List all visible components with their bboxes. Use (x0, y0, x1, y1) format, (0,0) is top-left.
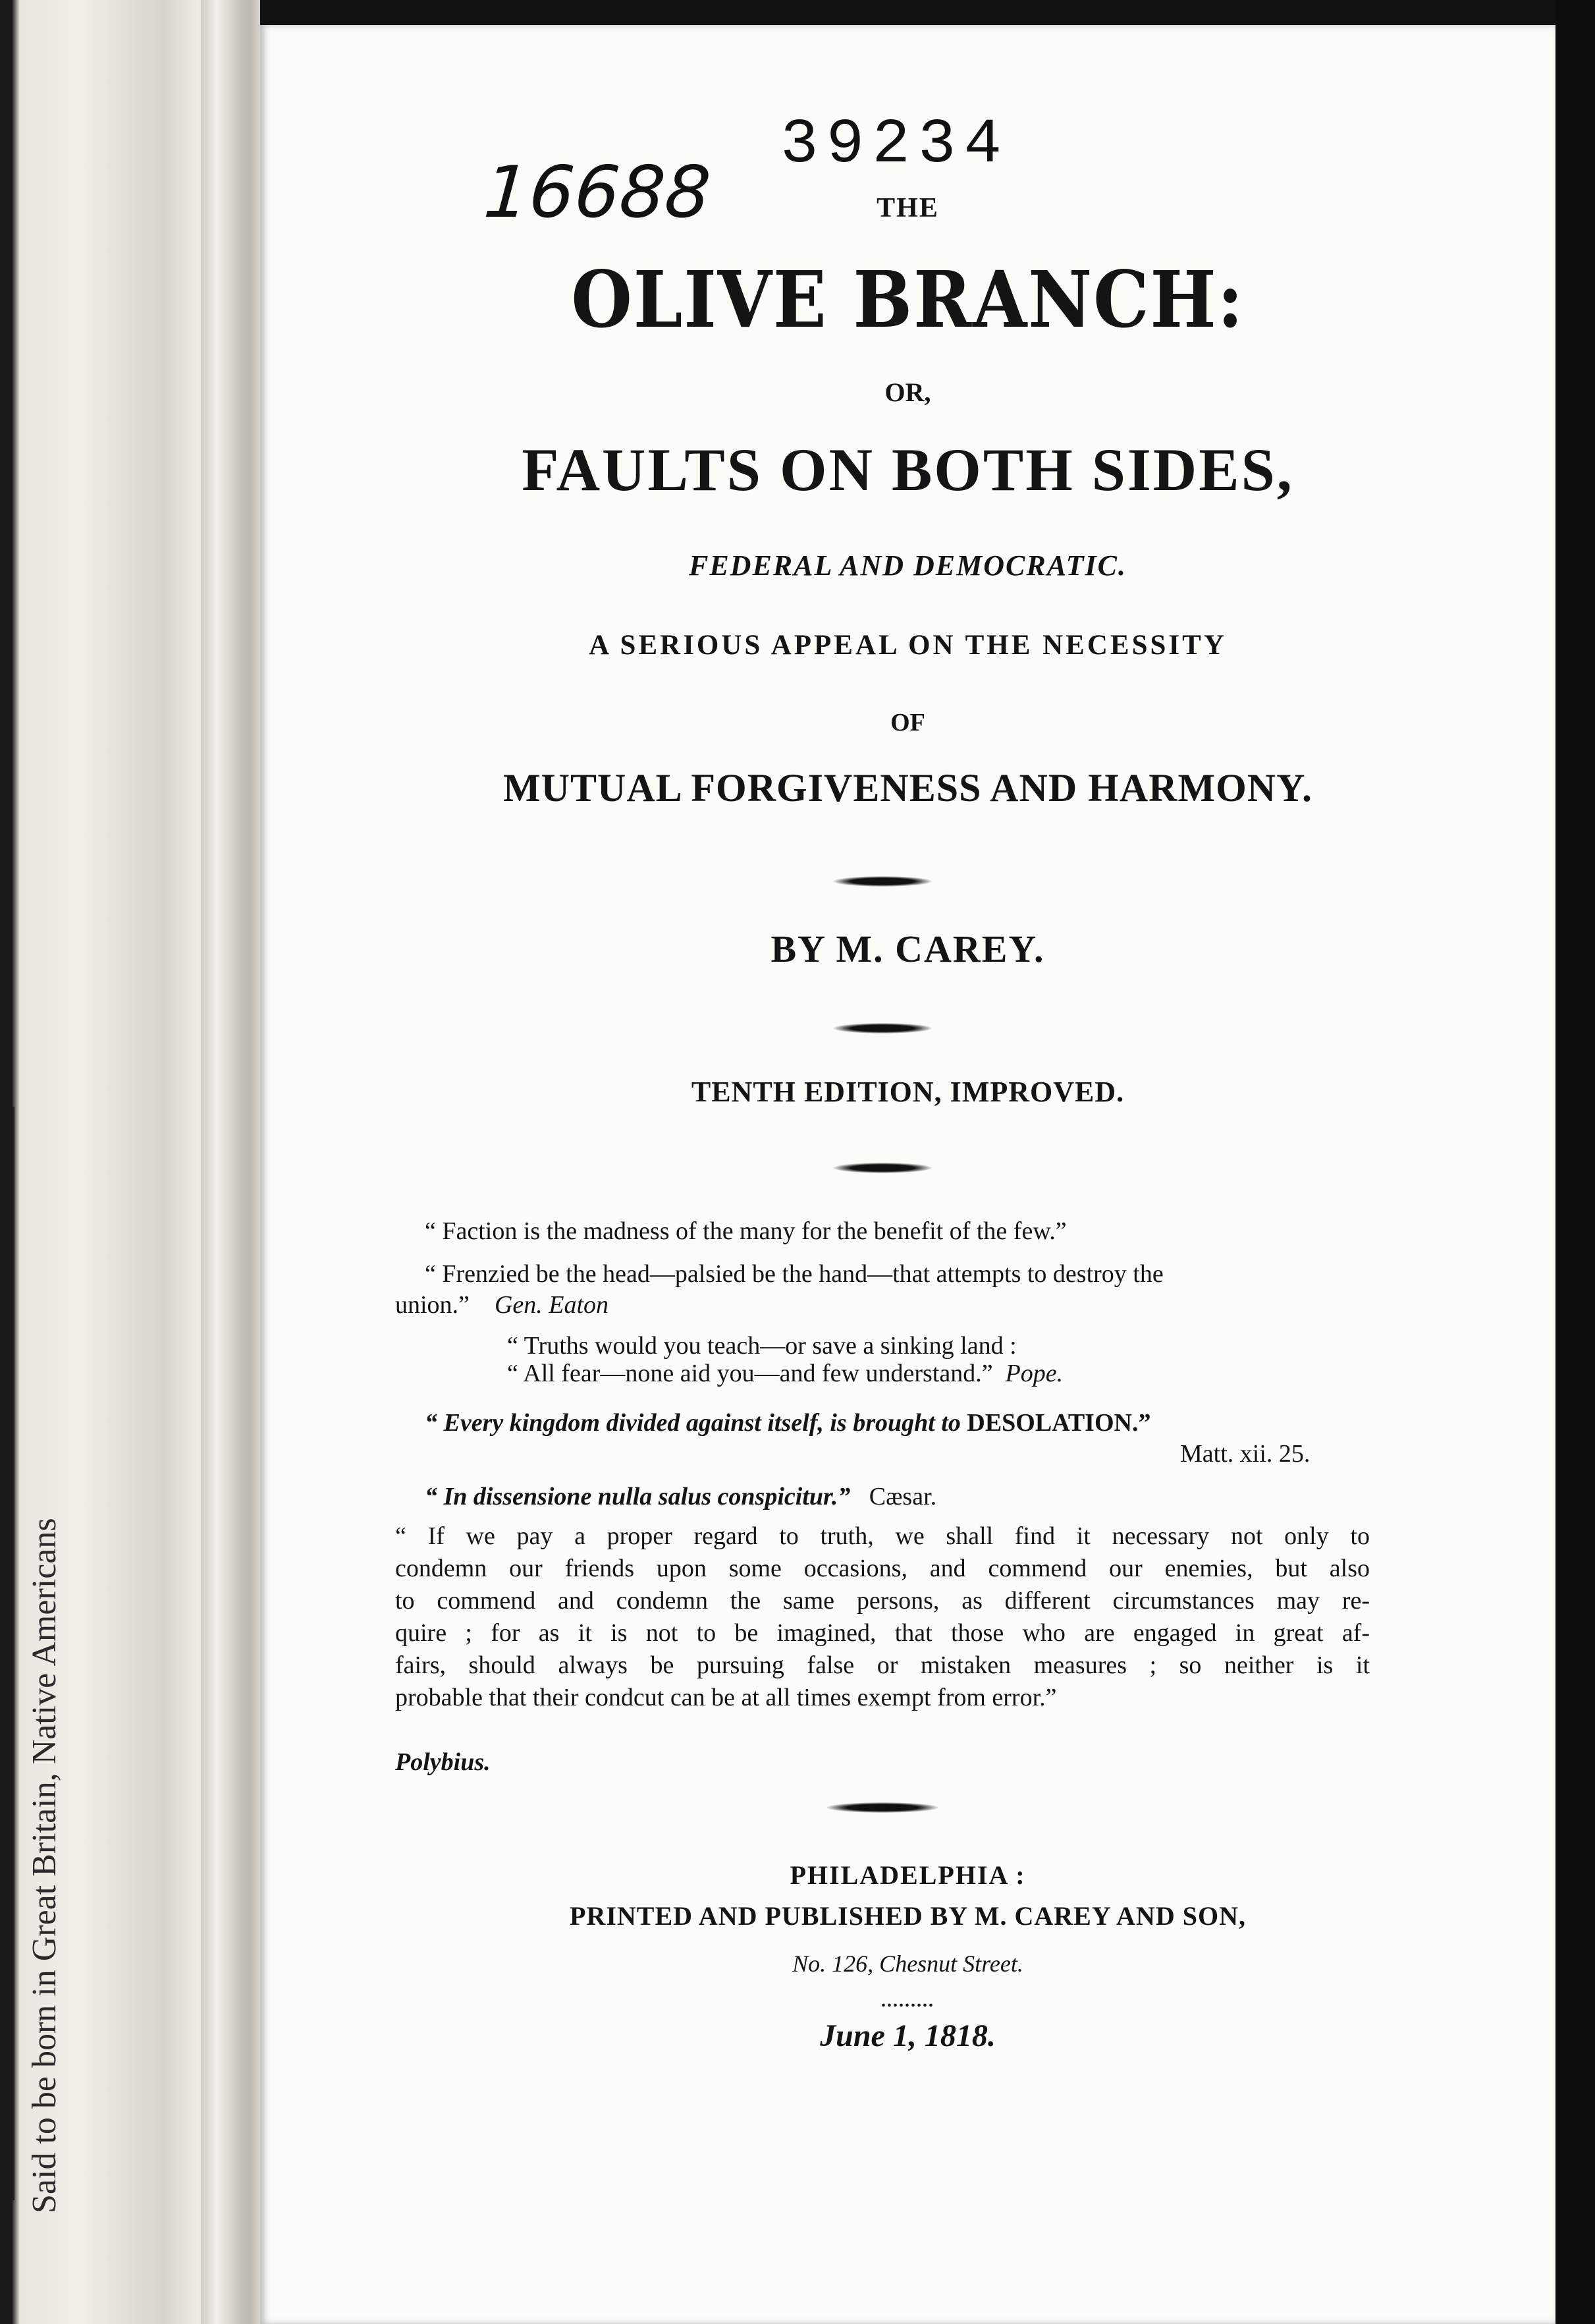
parties-line: FEDERAL AND DEMOCRATIC. (688, 549, 1127, 582)
epigraph-line: quire ; for as it is not to be imagined, that those who are engaged in great af- (395, 1619, 1370, 1647)
stamp-number: 39234 (780, 109, 1010, 180)
epigraph-latin (425, 1481, 936, 1513)
imprint-printer: PRINTED AND PUBLISHED BY M. CAREY AND SON, (570, 1901, 1246, 1931)
scan-border (1555, 0, 1595, 2324)
mutual-line: MUTUAL FORGIVENESS AND HARMONY. (503, 766, 1312, 810)
appeal-line: A SERIOUS APPEAL ON THE NECESSITY (589, 630, 1227, 661)
epigraph-attribution: Gen. Eaton (494, 1291, 609, 1319)
ornamental-rule (833, 1163, 932, 1173)
epigraph-attribution: Pope. (1005, 1360, 1064, 1387)
imprint-address: No. 126, Chesnut Street. (792, 1950, 1023, 1977)
epigraph-text: probable that their condcut can be at all times exempt from error.” (395, 1684, 1057, 1711)
title-the: THE (877, 193, 939, 223)
ornamental-rule (826, 1802, 938, 1813)
epigraph-text: “ Every kingdom divided against itself, is brought to (425, 1409, 961, 1437)
epigraph-line: condemn our friends upon some occasions, and commend our enemies, but also (395, 1555, 1370, 1582)
spine-rule (12, 1107, 14, 2200)
book-subtitle: FAULTS ON BOTH SIDES, (522, 436, 1294, 503)
spine-binding-tape (201, 0, 240, 2324)
handwritten-number: 16688 (481, 152, 713, 234)
epigraph-text: union.” (395, 1291, 470, 1319)
epigraph-caps: DESOLATION.” (967, 1409, 1151, 1437)
epigraph-attribution: Polybius. (395, 1748, 491, 1776)
author-line: BY M. CAREY. (770, 927, 1045, 970)
imprint-city: PHILADELPHIA : (790, 1860, 1026, 1890)
epigraph-text: “ All fear—none aid you—and few understand.” (507, 1360, 993, 1387)
epigraph-line: fairs, should always be pursuing false or mistaken measures ; so neither is it (395, 1651, 1370, 1679)
epigraph-frenzied: “ Frenzied be the head—palsied be the hand—that attempts to destroy the (425, 1260, 1164, 1288)
book-title: OLIVE BRANCH: (571, 254, 1245, 345)
epigraph-attribution: Cæsar. (869, 1483, 937, 1510)
ornamental-rule (833, 1023, 932, 1034)
epigraph-frenzied-end (395, 1289, 608, 1321)
title-page (260, 25, 1555, 2324)
epigraph-faction: “ Faction is the madness of the many for the benefit of the few.” (425, 1217, 1067, 1245)
ornamental-rule (833, 876, 932, 887)
book-spine (0, 0, 260, 2324)
epigraph-fear (507, 1358, 1063, 1390)
epigraph-polybius (395, 1520, 1370, 1779)
epigraph-line: to commend and condemn the same persons, as different circumstances may re- (395, 1587, 1370, 1615)
imprint-dots: ......... (881, 1991, 934, 2011)
imprint-date: June 1, 1818. (820, 2018, 996, 2053)
epigraph-line-last (395, 1682, 1370, 1779)
epigraph-truths: “ Truths would you teach—or save a sinking land : (507, 1332, 1017, 1360)
epigraph-text: “ In dissensione nulla salus conspicitur.” (425, 1483, 851, 1510)
epigraph-reference: Matt. xii. 25. (1180, 1440, 1311, 1468)
spine-text: Said to be born in Great Britain, Native Americans (26, 1518, 63, 2213)
epigraph-line: “ If we pay a proper regard to truth, we shall find it necessary not only to (395, 1522, 1370, 1550)
edition-line: TENTH EDITION, IMPROVED. (691, 1076, 1125, 1108)
of-line: OF (890, 709, 925, 736)
epigraph-kingdom (425, 1407, 1150, 1439)
title-or: OR, (884, 377, 931, 407)
